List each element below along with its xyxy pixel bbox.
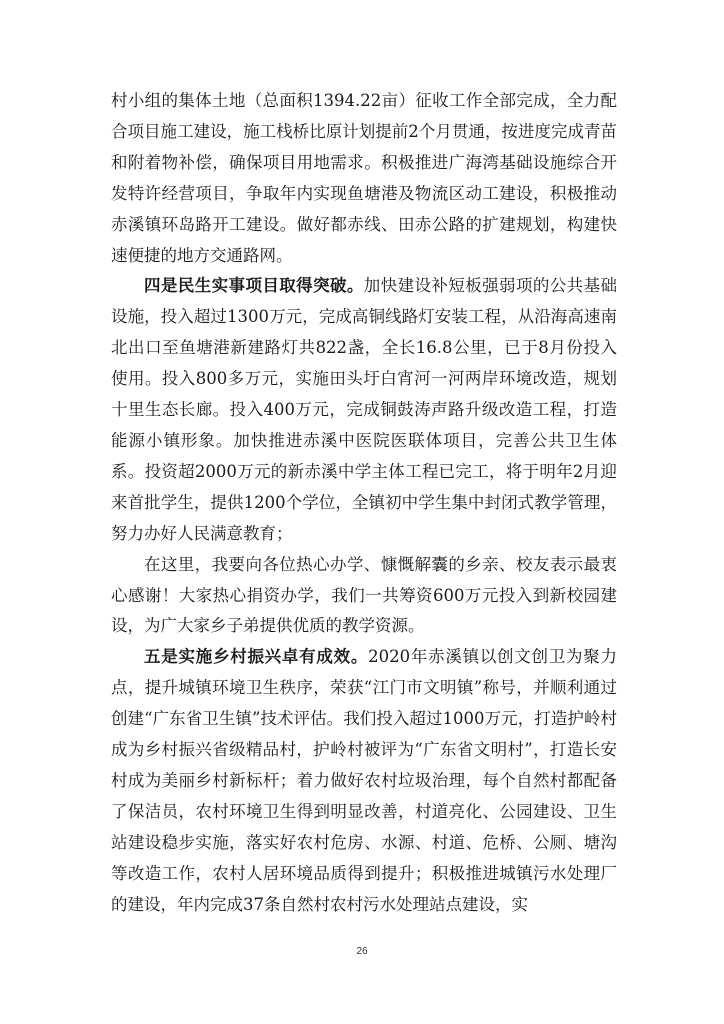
page-number: 26	[356, 946, 368, 957]
paragraph-text: 加快建设补短板强弱项的公共基础设施，投入超过1300万元，完成高铜线路灯安装工程，从沿海高速南北出口至鱼塘港新建路灯共822盏，全长16.8公里，已于8月份投入使用。投入800多万元，实施田头圩白宵河一河两岸环境改造，规划十里生态长廊。投入400万元，完成铜鼓涛声路升级改造工程，打造能源小镇形象。加快推进赤溪中医院医联体项目，完善公共卫生体系。投资超2000万元的新赤溪中学主体工程已完工，将于明年2月迎来首批学生，提供1200个学位，全镇初中学生集中封闭式教学管理，努力办好人民满意教育；	[111, 276, 618, 543]
section-lead-heading: 四是民生实事项目取得突破。	[144, 276, 364, 296]
paragraph-thanks	[111, 550, 617, 643]
body-text	[111, 86, 617, 920]
paragraph-text: 村小组的集体土地（总面积1394.22亩）征收工作全部完成，全力配合项目施工建设，施工栈桥比原计划提前2个月贯通，按进度完成青苗和附着物补偿，确保项目用地需求。积极推进广海湾基础设施综合开发特许经营项目，争取年内实现鱼塘港及物流区动工建设，积极推动赤溪镇环岛路开工建设。做好都赤线、田赤公路的扩建规划，构建快速便捷的地方交通路网。	[111, 91, 617, 265]
paragraph-rural-revitalization	[111, 642, 617, 920]
paragraph-land-acquisition	[111, 86, 617, 271]
paragraph-text: 在这里，我要向各位热心办学、慷慨解囊的乡亲、校友表示最衷心感谢！大家热心捐资办学，我们一共筹资600万元投入到新校园建设，为广大家乡子弟提供优质的教学资源。	[111, 554, 617, 636]
paragraph-text: 2020年赤溪镇以创文创卫为聚力点，提升城镇环境卫生秩序，荣获“江门市文明镇”称号，并顺利通过创建“广东省卫生镇”技术评估。我们投入超过1000万元，打造护岭村成为乡村振兴省级精品村，护岭村被评为“广东省文明村”，打造长安村成为美丽乡村新标杆；着力做好农村垃圾治理，每个自然村都配备了保洁员，农村环境卫生得到明显改善，村道亮化、公园建设、卫生站建设稳步实施，落实好农村危房、水源、村道、危桥、公厕、塘沟等改造工作，农村人居环境品质得到提升；积极推进城镇污水处理厂的建设，年内完成37条自然村农村污水处理站点建设，实	[111, 647, 617, 914]
paragraph-livelihood-projects	[111, 271, 617, 549]
section-lead-heading: 五是实施乡村振兴卓有成效。	[144, 647, 369, 667]
